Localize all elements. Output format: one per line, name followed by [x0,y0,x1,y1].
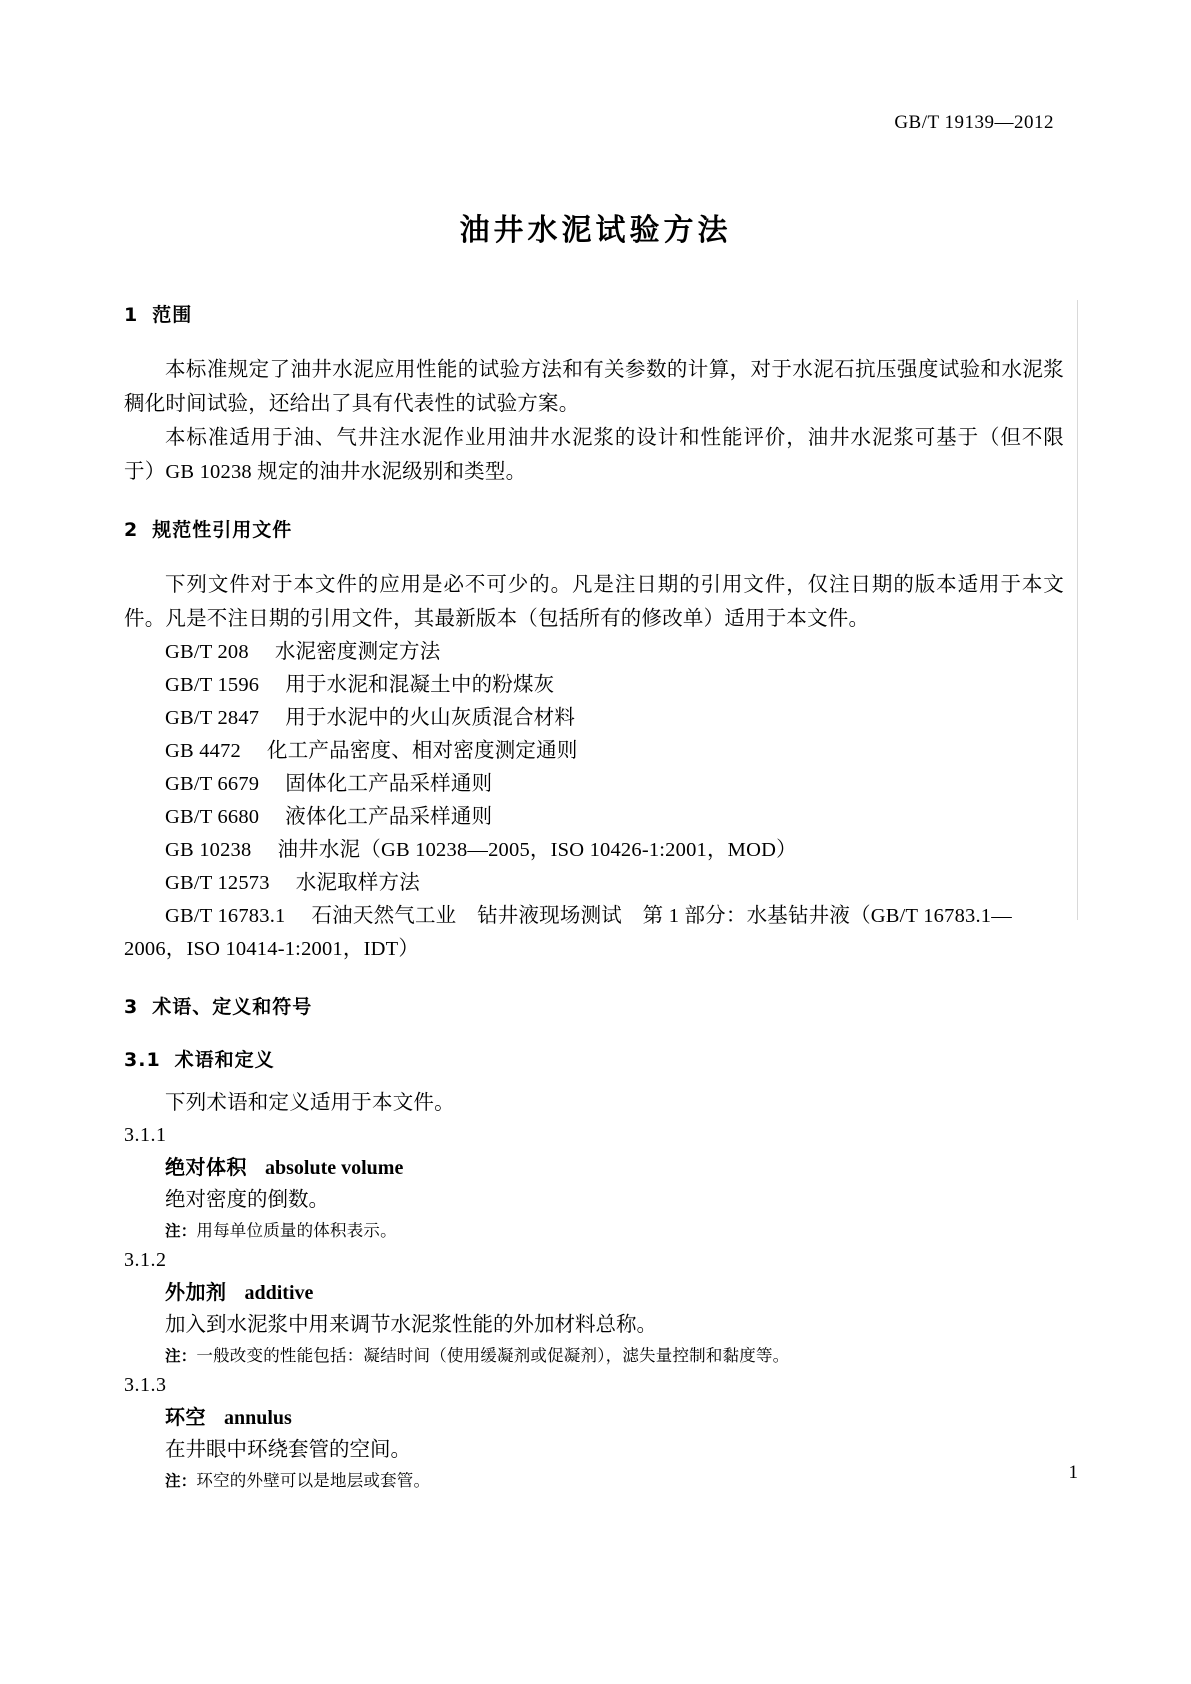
reference-name: 水泥取样方法 [295,872,420,894]
reference-item [124,834,1064,867]
section-number-3-1: 3.1 [124,1049,161,1071]
section-title-3: 术语、定义和符号 [152,996,313,1018]
section-2-paragraph-1: 下列文件对于本文件的应用是必不可少的。凡是注日期的引用文件，仅注日期的版本适用于本文件。凡是不注日期的引用文件，其最新版本（包括所有的修改单）适用于本文件。 [124,574,1064,630]
reference-item [124,801,1064,834]
section-title-3-1: 术语和定义 [174,1049,275,1071]
reference-name: 水泥密度测定方法 [274,641,441,663]
reference-item [124,768,1064,801]
term-note [165,1342,1064,1370]
term-name [165,1151,1064,1184]
page-number: 1 [1068,1462,1078,1483]
term-name [165,1276,1064,1309]
reference-item [124,702,1064,735]
section-heading-3-1 [124,1045,1064,1072]
reference-item [124,900,1064,933]
note-text: 一般改变的性能包括：凝结时间（使用缓凝剂或促凝剂），滤失量控制和黏度等。 [196,1346,790,1365]
term-name-cn: 环空 [165,1405,206,1429]
reference-name: 油井水泥（GB 10238—2005，ISO 10426-1:2001，MOD） [277,839,797,861]
section-1-paragraph-1: 本标准规定了油井水泥应用性能的试验方法和有关参数的计算，对于水泥石抗压强度试验和水泥浆稠化时间试验，还给出了具有代表性的试验方案。 [124,359,1064,415]
term-name-en: annulus [224,1407,292,1429]
reference-code: GB/T 16783.1 [165,905,286,927]
reference-name: 用于水泥中的火山灰质混合材料 [285,707,576,729]
section-heading-1 [124,300,1064,327]
term-number: 3.1.2 [124,1249,167,1271]
note-label: 注： [165,1472,197,1490]
reference-name: 化工产品密度、相对密度测定通则 [267,740,578,762]
section-heading-2 [124,515,1064,542]
term-number: 3.1.1 [124,1124,167,1146]
reference-item [124,867,1064,900]
term-definition: 在井眼中环绕套管的空间。 [165,1439,411,1461]
term-note [165,1217,1064,1245]
reference-code: GB 4472 [165,740,242,762]
reference-code: GB/T 6680 [165,806,260,828]
document-body [124,300,1064,1495]
reference-code: GB/T 12573 [165,872,270,894]
section-3-1-intro: 下列术语和定义适用于本文件。 [165,1092,455,1114]
reference-code: GB/T 6679 [165,773,260,795]
note-label: 注： [165,1222,197,1240]
section-number-3: 3 [124,996,139,1018]
reference-code: GB/T 1596 [165,674,260,696]
note-text: 用每单位质量的体积表示。 [196,1221,397,1240]
section-title-1: 范围 [152,304,193,326]
section-number-2: 2 [124,519,139,541]
term-name [165,1401,1064,1434]
reference-name: 用于水泥和混凝土中的粉煤灰 [285,674,555,696]
reference-continuation: 2006，ISO 10414-1:2001，IDT） [124,938,420,960]
reference-code: GB/T 2847 [165,707,260,729]
section-number-1: 1 [124,304,139,326]
reference-code: GB 10238 [165,839,252,861]
note-text: 环空的外壁可以是地层或套管。 [196,1471,431,1490]
term-name-en: absolute volume [265,1157,404,1179]
standard-code: GB/T 19139—2012 [894,112,1054,133]
section-heading-3 [124,992,1064,1019]
reference-item [124,735,1064,768]
term-definition: 绝对密度的倒数。 [165,1189,329,1211]
reference-name: 石油天然气工业 钻井液现场测试 第 1 部分：水基钻井液（GB/T 16783.1— [311,905,1012,927]
reference-code: GB/T 208 [165,641,249,663]
term-note [165,1467,1064,1495]
reference-item [124,636,1064,669]
reference-name: 液体化工产品采样通则 [285,806,493,828]
term-number: 3.1.3 [124,1374,167,1396]
term-name-en: additive [244,1282,314,1304]
term-name-cn: 绝对体积 [165,1155,247,1179]
section-1-paragraph-2: 本标准适用于油、气井注水泥作业用油井水泥浆的设计和性能评价，油井水泥浆可基于（但不限于）GB 10238 规定的油井水泥级别和类型。 [124,427,1064,483]
term-definition: 加入到水泥浆中用来调节水泥浆性能的外加材料总称。 [165,1314,657,1336]
reference-item [124,669,1064,702]
note-label: 注： [165,1347,197,1365]
page-title: 油井水泥试验方法 [459,213,732,248]
section-title-2: 规范性引用文件 [152,519,293,541]
reference-name: 固体化工产品采样通则 [285,773,493,795]
page-edge-rule [1077,300,1078,920]
term-name-cn: 外加剂 [165,1280,227,1304]
